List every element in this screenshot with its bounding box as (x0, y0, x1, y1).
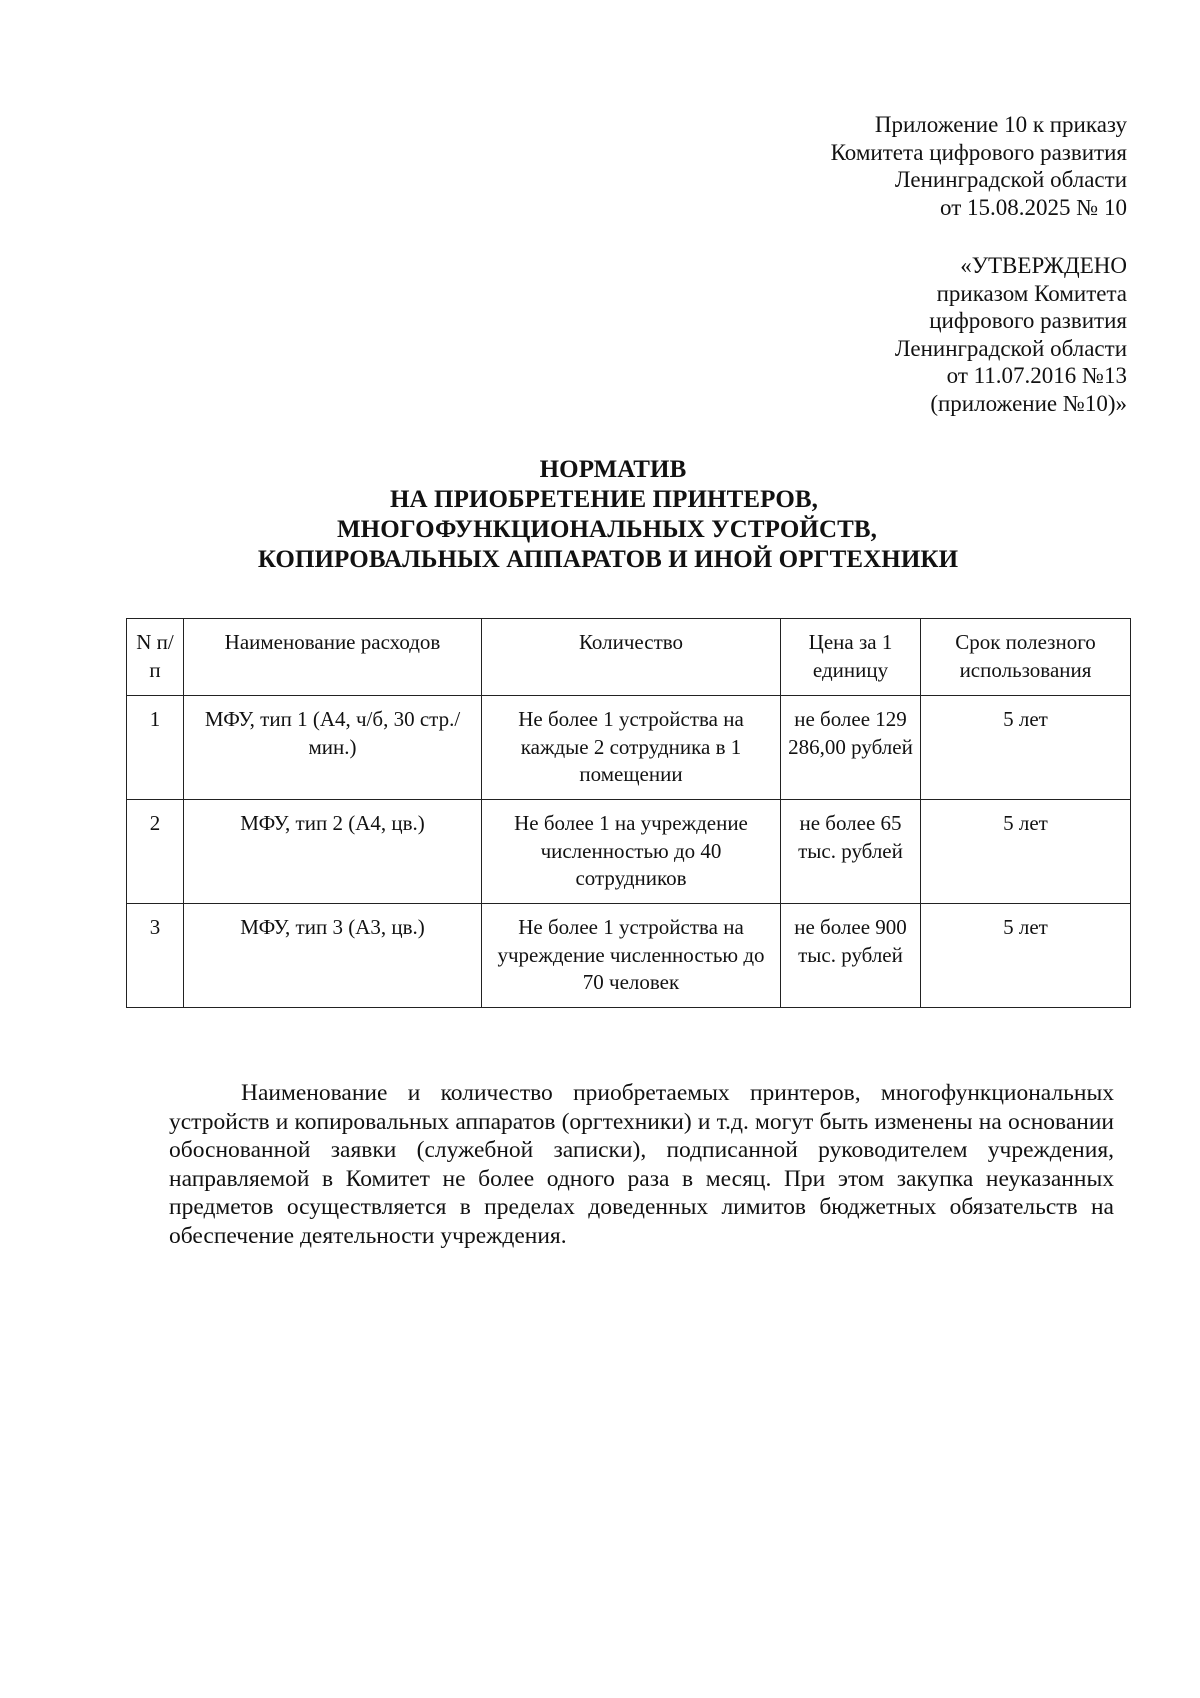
cell-name: МФУ, тип 1 (А4, ч/б, 30 стр./мин.) (184, 696, 482, 800)
header-qty: Количество (482, 619, 781, 696)
norms-table (126, 618, 1131, 1008)
cell-term: 5 лет (921, 800, 1131, 904)
approval-line: Ленинградской области (894, 335, 1127, 361)
body-paragraph: Наименование и количество приобретаемых принтеров, многофункциональных устройств и копировальных аппаратов (оргтехники) и т.д. могут быть изменены на основании обоснованной заявки (служебной записки), подписанной руководителем учреждения, направляемой в Комитет не более одного раза в месяц. При этом закупка неуказанных предметов осуществляется в пределах доведенных лимитов бюджетных обязательств на обеспечение деятельности учреждения. (169, 1080, 1114, 1249)
approval-line: «УТВЕРЖДЕНО (960, 253, 1127, 278)
cell-num: 1 (127, 696, 184, 800)
table-row (127, 904, 1131, 1008)
approval-line: приказом Комитета (936, 280, 1127, 306)
title-line: НОРМАТИВ (539, 456, 687, 483)
cell-qty: Не более 1 устройства на каждые 2 сотрудника в 1 помещении (482, 696, 781, 800)
attachment-header (831, 111, 1127, 221)
table-row (127, 696, 1131, 800)
attachment-line: от 15.08.2025 № 10 (940, 194, 1127, 220)
document-title (0, 455, 1200, 575)
approval-line: (приложение №10)» (930, 390, 1127, 416)
title-line: КОПИРОВАЛЬНЫХ АППАРАТОВ И ИНОЙ ОРГТЕХНИКИ (257, 546, 959, 573)
attachment-line: Приложение 10 к приказу (874, 112, 1127, 137)
table-header-row (127, 619, 1131, 696)
cell-num: 2 (127, 800, 184, 904)
title-line: НА ПРИОБРЕТЕНИЕ ПРИНТЕРОВ, (389, 486, 819, 513)
cell-name: МФУ, тип 3 (А3, цв.) (184, 904, 482, 1008)
cell-price: не более 129 286,00 рублей (781, 696, 921, 800)
cell-price: не более 900 тыс. рублей (781, 904, 921, 1008)
title-line: МНОГОФУНКЦИОНАЛЬНЫХ УСТРОЙСТВ, (336, 516, 878, 543)
cell-name: МФУ, тип 2 (А4, цв.) (184, 800, 482, 904)
attachment-line: Комитета цифрового развития (830, 139, 1127, 165)
cell-qty: Не более 1 на учреждение численностью до 40 сотрудников (482, 800, 781, 904)
attachment-line: Ленинградской области (894, 167, 1127, 192)
cell-num: 3 (127, 904, 184, 1008)
approval-line: от 11.07.2016 №13 (946, 363, 1127, 388)
approval-line: цифрового развития (929, 308, 1127, 333)
header-price: Цена за 1 единицу (781, 619, 921, 696)
cell-price: не более 65 тыс. рублей (781, 800, 921, 904)
cell-term: 5 лет (921, 904, 1131, 1008)
cell-term: 5 лет (921, 696, 1131, 800)
header-term: Срок полезного использования (921, 619, 1131, 696)
header-name: Наименование расходов (184, 619, 482, 696)
cell-qty: Не более 1 устройства на учреждение численностью до 70 человек (482, 904, 781, 1008)
approval-stamp (895, 252, 1127, 417)
header-num: N п/п (127, 619, 184, 696)
table-row (127, 800, 1131, 904)
